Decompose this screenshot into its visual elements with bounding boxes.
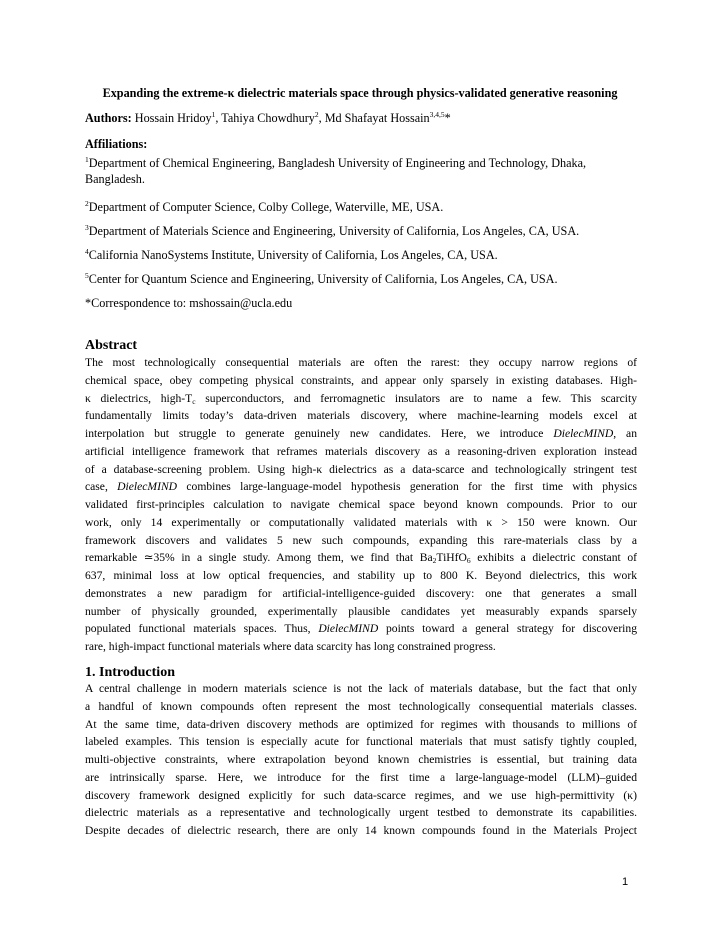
intro-line: are intrinsically sparse. Here, we introduce for the first time a large-language-model (LLM)–guided: [85, 770, 637, 784]
author-affiliation-mark: 3,4,5: [429, 110, 445, 119]
abstract-line: rare, high-impact functional materials where data scarcity has long constrained progress.: [85, 640, 496, 653]
intro-line: discovery framework designed explicitly for such data-scarce regimes, and we use high-permittivity (κ): [85, 788, 637, 802]
framework-name: DielecMIND: [117, 480, 178, 494]
affiliation-1: $^1$Department of Chemical Engineering, Bangladesh University of Engineering and Technology, Dhaka, Bangladesh.: [85, 155, 587, 186]
abstract-line: 637, minimal loss at low optical frequencies, and stability up to 800 K. Beyond dielectrics, this work: [85, 569, 637, 582]
affiliation-4: $^4$California NanoSystems Institute, University of California, Los Angeles, CA, USA.: [85, 247, 498, 262]
abstract-line: artificial intelligence framework that reframes materials discovery as a reasoning-driven exploration instead: [85, 444, 637, 458]
paper-title: Expanding the extreme-κ dielectric materials space through physics-validated generative reasoning: [102, 86, 618, 100]
abstract-line: framework discovers and validates 5 new such compounds, expanding this rare-materials class by a: [85, 533, 637, 547]
abstract-line: chemical space, obey competing physical constraints, and appear only sparsely in existing databases. High-: [85, 373, 637, 387]
abstract-line: The most technologically consequential materials are often the rarest: they occupy narrow regions of: [85, 356, 637, 369]
affiliations-heading: Affiliations:: [85, 137, 148, 151]
author-name: Tahiya Chowdhury: [221, 111, 315, 125]
author-affiliation-mark: 1: [211, 110, 216, 119]
intro-line: Despite decades of dielectric research, there are only 14 known compounds found in the Materials Project: [85, 824, 637, 837]
abstract-line: case, DielecMIND combines large-language-model hypothesis generation for the first time with physics: [85, 480, 638, 494]
abstract-line: work, only 14 experimentally or computationally validated materials with κ > 150 were known. Our: [85, 515, 637, 529]
abstract-line: validated first-principles calculation to navigate chemical space beyond known compounds. Prior to our: [85, 498, 637, 511]
intro-line: A central challenge in modern materials science is not the lack of materials database, but the fact that only: [85, 682, 637, 695]
author-affiliation-mark: 2: [314, 110, 319, 119]
framework-name: DielecMIND: [318, 622, 379, 636]
intro-line: labeled examples. This tension is especially acute for functional materials that must satisfy tightly coupled,: [85, 735, 637, 749]
author-name: Md Shafayat Hossain: [324, 111, 430, 125]
intro-line: dielectric materials as a representative and technologically urgent testbed to demonstrate its capabilities.: [85, 806, 637, 820]
abstract-line: interpolation but struggle to generate genuinely new candidates. Here, we introduce DielecMIND, an: [85, 427, 637, 440]
intro-line: multi-objective constraints, where extrapolation beyond known chemistries is essential, but training data: [85, 753, 637, 766]
abstract-line: remarkable ≃35% in a single study. Among them, we find that $Ba_2TiHfO_6$ exhibits a dielectric constant of: [85, 551, 637, 566]
author-name: Hossain Hridoy: [134, 111, 212, 125]
abstract-line: fundamentally limits today’s data-driven materials discovery, where machine-learning models excel at: [85, 409, 637, 423]
abstract-line: number of physically grounded, experimentally plausible candidates yet measurably expands sparsely: [85, 604, 637, 618]
abstract-line: κ dielectrics, high-$T_c$ superconductors, and ferromagnetic insulators are to name a few. This scarcity: [85, 391, 637, 406]
affiliation-2: $^2$Department of Computer Science, Colby College, Waterville, ME, USA.: [85, 199, 444, 214]
abstract-line: demonstrates a new paradigm for artificial-intelligence-guided discovery: one that generates a small: [85, 586, 637, 600]
correspondence-line: *Correspondence to: mshossain@ucla.edu: [85, 296, 293, 310]
corresponding-mark: *: [444, 111, 451, 125]
abstract-body: [85, 354, 637, 656]
author-line: Authors: Hossain Hridoy$^1$, Tahiya Chowdhury$^2$, Md Shafayat Hossain$^{3,4,5}$*: [85, 110, 451, 125]
affiliation-3: $^3$Department of Materials Science and Engineering, University of California, Los Angeles, CA, USA.: [85, 223, 580, 238]
intro-line: At the same time, data-driven discovery methods are optimized for regimes with thousands to millions of: [85, 717, 637, 731]
introduction-body: [85, 680, 637, 840]
abstract-line: of a database-screening problem. Using high-κ dielectrics as a data-scarce and technologically stringent test: [85, 462, 637, 476]
page-number: 1: [622, 876, 629, 888]
introduction-heading: 1. Introduction: [85, 665, 175, 680]
affiliation-5: $^5$Center for Quantum Science and Engineering, University of California, Los Angeles, CA, USA.: [85, 271, 558, 286]
abstract-line: populated functional materials spaces. Thus, DielecMIND points toward a general strategy for discovering: [85, 622, 637, 636]
authors-label: Authors:: [85, 111, 132, 125]
intro-line: a handful of known compounds often represent the most technologically consequential materials classes.: [85, 699, 637, 713]
abstract-heading: Abstract: [85, 338, 138, 353]
framework-name: DielecMIND: [553, 427, 614, 440]
